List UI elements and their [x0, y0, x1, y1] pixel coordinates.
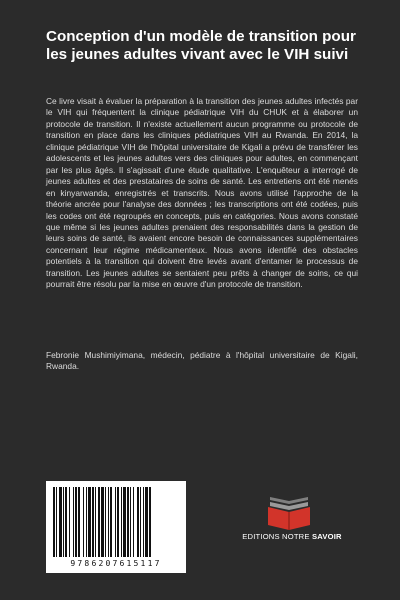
barcode-bars: [51, 487, 181, 557]
isbn-number: 9786207615117: [70, 559, 162, 568]
author-bio: Febronie Mushimiyimana, médecin, pédiatre à l'hôpital universitaire de Kigali, Rwanda.: [46, 350, 358, 372]
isbn-barcode: [46, 481, 186, 573]
publisher-name: [232, 532, 352, 541]
book-summary: Ce livre visait à évaluer la préparation à la transition des jeunes adultes infectés par le VIH qui fréquentent la clinique pédiatrique VIH du CHUK et à élaborer un protocole de transition. Il n'existe actuellement aucun programme ou protocole de transition en place dans les cliniques pédiatriques VIH au Rwanda. En 2014, la clinique pédiatrique VIH de l'hôpital universitaire de Kigali a prévu de transférer les adolescents et les jeunes adultes vers des cliniques pour adultes, en commençant par les plus âgés. Il s'agissait d'une étude qualitative. L'enquêteur a interrogé de jeunes adultes et des prestataires de soins de santé. Les entretiens ont été menés en kinyarwanda, enregistrés et transcrits. Nous avons utilisé l'approche de la théorie ancrée pour l'analyse des données ; les transcriptions ont été codées, puis les codes ont été regroupés en concepts, puis en catégories. Nous avons constaté que même si les jeunes adultes prenaient des responsabilités dans la gestion de leurs soins de santé, ils avaient encore besoin de connaissances supplémentaires concernant leur régime médicamenteux. Nous avons identifié des obstacles potentiels à la transition qui doivent être levés avant d'entamer le processus de transition. Les jeunes adultes se sentaient peu prêts à changer de soins, ce qui pourrait être résolu par la mise en œuvre d'un protocole de transition.: [46, 96, 358, 290]
publisher-logo-icon: [250, 494, 328, 530]
book-title: Conception d'un modèle de transition pour les jeunes adultes vivant avec le VIH suivi: [46, 28, 356, 63]
publisher-prefix: EDITIONS NOTRE: [242, 532, 310, 541]
publisher-bold: SAVOIR: [311, 532, 342, 541]
